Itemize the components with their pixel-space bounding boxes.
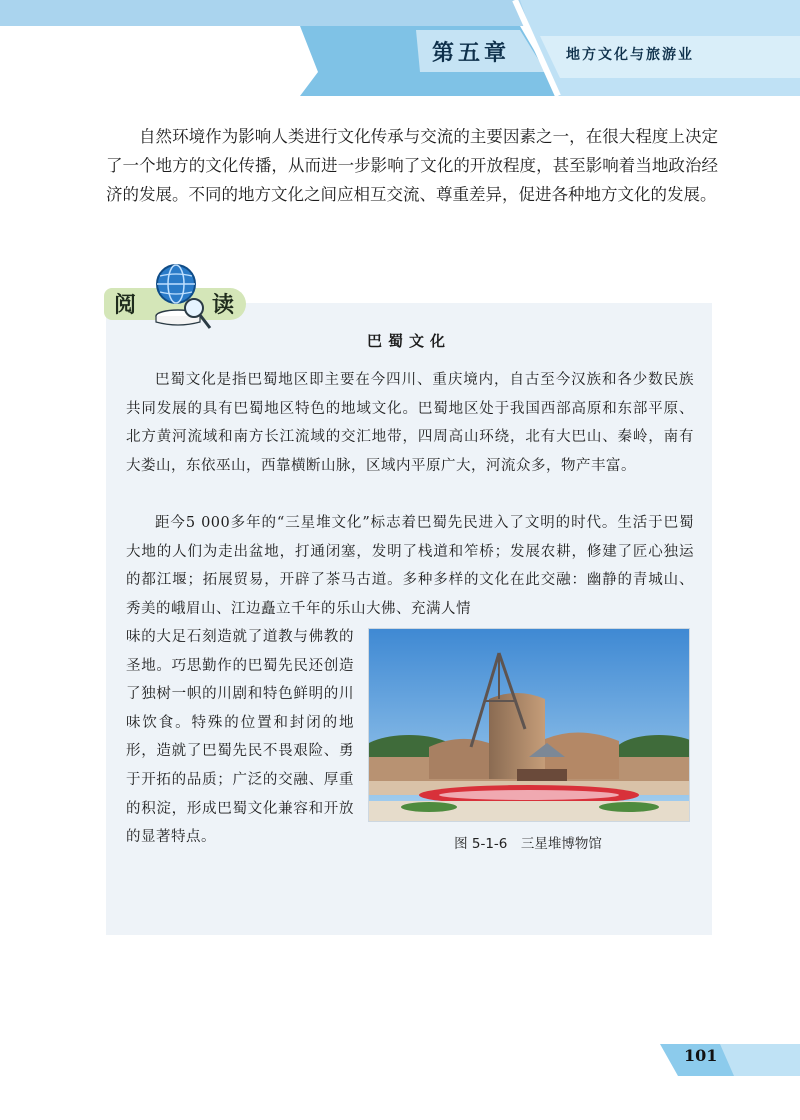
chapter-number: 第五章 — [432, 41, 511, 66]
reading-paragraph-2-top: 距今5 000多年的“三星堆文化”标志着巴蜀先民进入了文明的时代。生活于巴蜀大地的人们为走出盆地，打通闭塞，发明了栈道和笮桥；发展农耕，修建了匠心独运的都江堰；拓展贸易，开辟了茶马古道。多种多样的文化在此交融：幽静的青城山、秀美的峨眉山、江边矗立千年的乐山大佛、充满人情 — [126, 515, 694, 617]
reading-title: 巴蜀文化 — [366, 332, 451, 350]
reading-paragraph-1: 巴蜀文化是指巴蜀地区即主要在今四川、重庆境内，自古至今汉族和各少数民族共同发展的具有巴蜀地区特色的地域文化。巴蜀地区处于我国西部高原和东部平原、北方黄河流域和南方长江流域的交汇地带，四周高山环绕，北有大巴山、秦岭，南有大娄山，东依巫山，西靠横断山脉，区域内平原广大，河流众多，物产丰富。 — [126, 372, 694, 474]
page-tab — [660, 1040, 800, 1080]
figure-caption: 图 5-1-6 三星堆博物馆 — [454, 836, 602, 852]
reading-label-right: 读 — [212, 293, 235, 318]
reading-label-left: 阅 — [114, 293, 137, 318]
globe-magnifier-icon — [144, 262, 214, 336]
page-number: 101 — [684, 1046, 718, 1065]
intro-paragraph: 自然环境作为影响人类进行文化传承与交流的主要因素之一，在很大程度上决定了一个地方的文化传播，从而进一步影响了文化的开放程度，甚至影响着当地政治经济的发展。不同的地方文化之间应相互交流、尊重差异，促进各种地方文化的发展。 — [106, 127, 718, 204]
museum-photo — [368, 628, 690, 822]
reading-label — [104, 262, 246, 336]
reading-paragraph-2-bottom: 味的大足石刻造就了道教与佛教的圣地。巧思勤作的巴蜀先民还创造了独树一帜的川剧和特色鲜明的川味饮食。特殊的位置和封闭的地形，造就了巴蜀先民不畏艰险、勇于开拓的品质；广泛的交融、厚重的积淀，形成巴蜀文化兼容和开放的显著特点。 — [126, 629, 354, 846]
chapter-title: 地方文化与旅游业 — [566, 47, 694, 63]
